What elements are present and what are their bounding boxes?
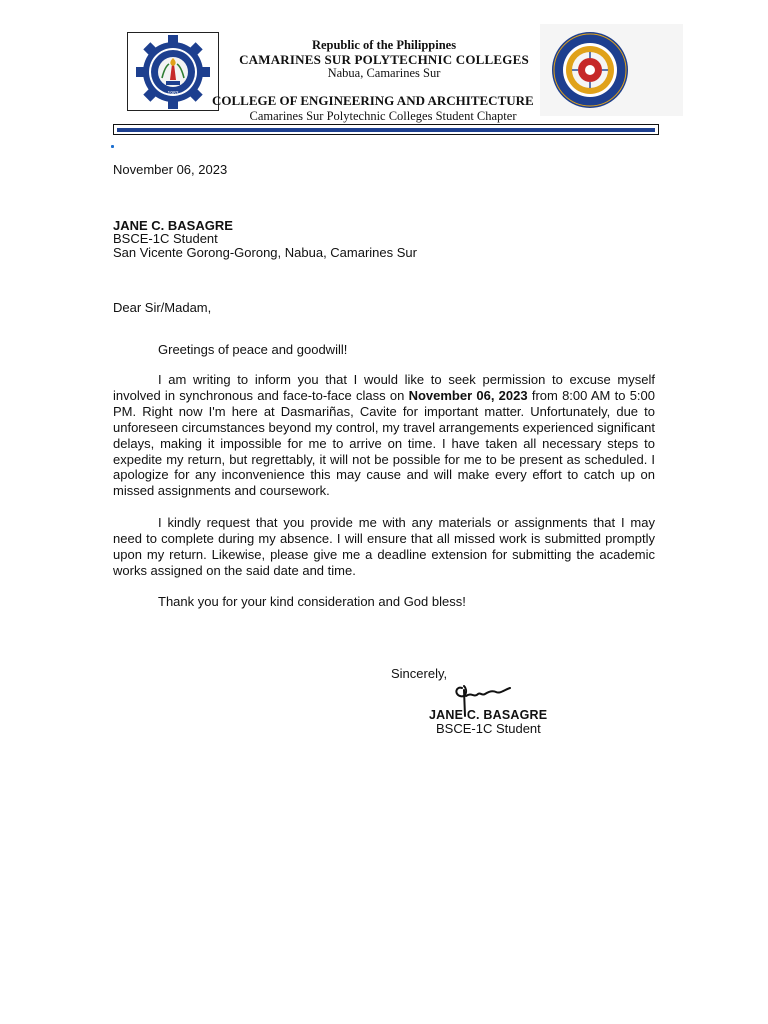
recipient-title: BSCE-1C Student — [113, 231, 218, 246]
p3-text: Thank you for your kind consideration and God bless! — [158, 594, 466, 609]
header-divider — [113, 124, 659, 135]
gear-seal-icon — [130, 35, 216, 109]
p2-text: I kindly request that you provide me with any materials or assignments that I may need to complete during my absence. I will ensure that all missed work is submitted promptly upon my return. Likewise, please give me a deadline extension for submitting the academic works assigned on the said date and time. — [113, 515, 655, 578]
divider-stripe-thin — [117, 131, 655, 132]
thanks-paragraph — [113, 594, 655, 610]
college-seal-logo — [545, 30, 637, 117]
signatory-title: BSCE-1C Student — [436, 721, 541, 736]
school-seal-logo — [127, 32, 219, 111]
body-paragraph-1 — [113, 372, 655, 499]
recipient-name: JANE C. BASAGRE — [113, 218, 233, 233]
stray-mark — [111, 145, 114, 148]
salutation: Dear Sir/Madam, — [113, 300, 212, 315]
greeting-paragraph — [113, 342, 655, 358]
body-paragraph-2 — [113, 515, 655, 579]
seal-year: 1983 — [167, 91, 179, 97]
p1-date-bold: November 06, 2023 — [408, 387, 528, 403]
college-seal-icon — [545, 30, 637, 112]
recipient-address: San Vicente Gorong-Gorong, Nabua, Camarines Sur — [113, 245, 417, 260]
letter-date: November 06, 2023 — [113, 162, 228, 177]
republic-heading: Republic of the Philippines — [311, 38, 457, 52]
school-location: Nabua, Camarines Sur — [327, 66, 441, 80]
greeting-text: Greetings of peace and goodwill! — [158, 342, 348, 357]
signatory-name: JANE C. BASAGRE — [429, 708, 548, 722]
college-name-heading: COLLEGE OF ENGINEERING AND ARCHITECTURE — [212, 93, 534, 108]
p1-text-end: from 8:00 AM to 5:00 PM. Right now I'm here at Dasmariñas, Cavite for important matter. Unfortunately, due to unforeseen circumstances beyond my control, my travel arrangements experienced significant delays, making it impossible for me to arrive on time. I have taken all necessary steps to expedite my return, but regrettably, it will not be possible for me to be present as scheduled. I apologize for any inconvenience this may cause and will make every effort to catch up on missed assignments and coursework. — [113, 387, 655, 499]
closing-line: Sincerely, — [391, 666, 448, 681]
p1-text-start: I am writing to inform you that I would like to seek permission to excuse myself involved in synchronous and face-to-face class on — [113, 372, 655, 403]
school-name-heading: CAMARINES SUR POLYTECHNIC COLLEGES — [239, 52, 529, 67]
student-chapter-heading: Camarines Sur Polytechnic Colleges Student Chapter — [249, 109, 517, 123]
